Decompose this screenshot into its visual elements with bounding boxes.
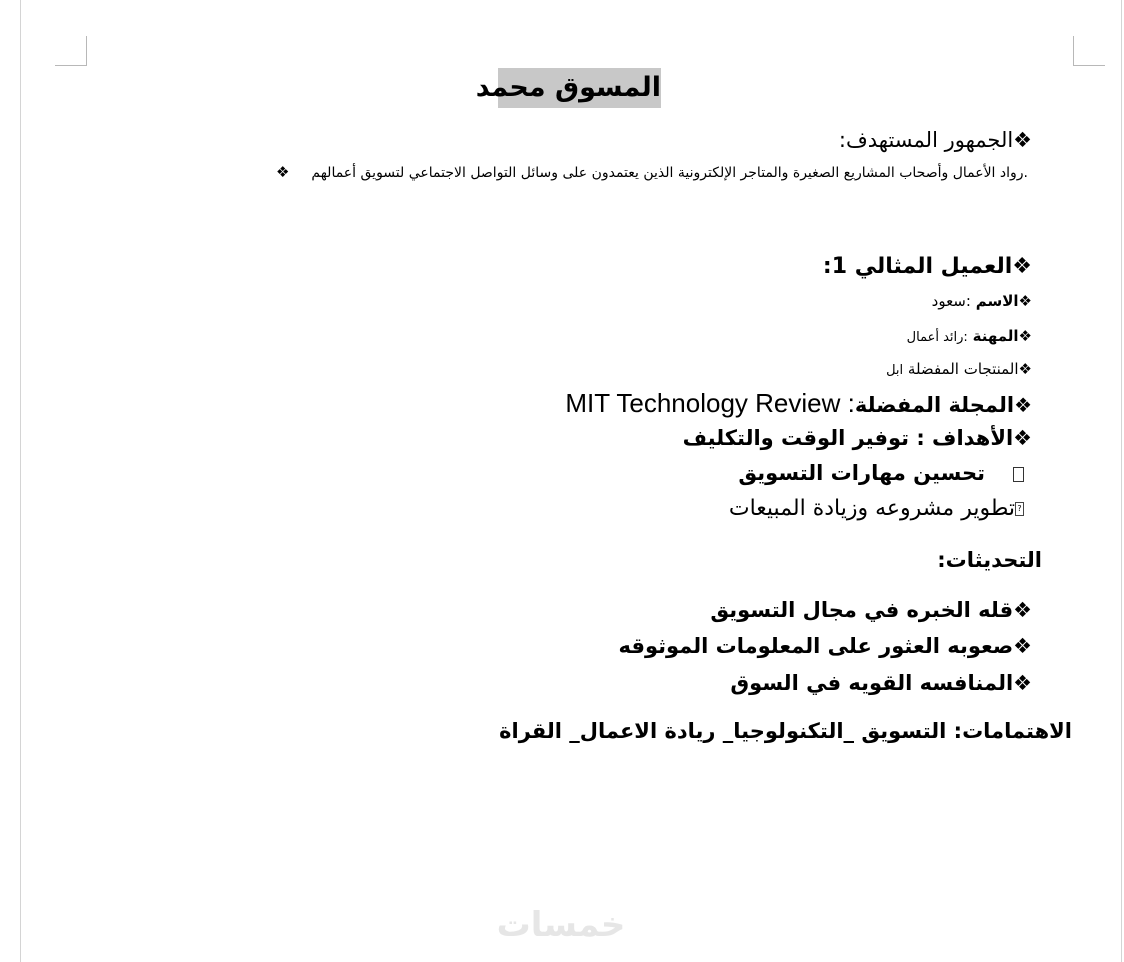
crop-mark-top-right-h	[1073, 65, 1105, 66]
goal-text: تحسين مهارات التسويق	[738, 461, 985, 485]
diamond-bullet-icon: ❖	[1013, 598, 1032, 622]
watermark-logo: خمسات	[496, 905, 626, 945]
persona-job-line	[907, 329, 1032, 344]
name-value: :سعود	[931, 292, 971, 310]
magazine-value: MIT Technology Review :	[565, 388, 855, 418]
diamond-bullet-icon: ❖	[1013, 671, 1032, 695]
audience-heading-line	[839, 130, 1032, 151]
page-left-edge	[20, 0, 21, 962]
challenges-heading: التحديثات:	[937, 548, 1042, 572]
challenge-text: المنافسه القويه في السوق	[730, 671, 1014, 695]
persona-heading-line	[823, 256, 1032, 278]
goals-value: : توفير الوقت والتكليف	[682, 426, 925, 450]
goal-item	[738, 463, 1024, 484]
diamond-bullet-icon: ❖	[1013, 426, 1032, 450]
persona-name-line	[932, 294, 1032, 309]
persona-heading: العميل المثالي 1:	[822, 254, 1013, 279]
persona-products-line	[886, 362, 1032, 377]
audience-heading: الجمهور المستهدف:	[838, 128, 1014, 152]
job-label: المهنة	[972, 327, 1019, 345]
magazine-label: المجلة المفضلة	[854, 393, 1015, 417]
diamond-bullet-icon: ❖	[1012, 254, 1032, 279]
persona-goals-line	[683, 428, 1032, 449]
crop-mark-top-right	[1073, 36, 1074, 66]
challenge-item	[730, 673, 1032, 694]
challenge-text: قله الخبره في مجال التسويق	[710, 598, 1014, 622]
placeholder-box-icon: ?	[1015, 502, 1024, 516]
page-right-edge	[1121, 0, 1122, 962]
crop-mark-top-left-h	[55, 65, 87, 66]
name-label: الاسم	[975, 292, 1019, 310]
audience-description-line	[276, 165, 1028, 180]
crop-mark-top-left	[86, 36, 87, 66]
persona-magazine-line	[565, 390, 1032, 417]
goal-text: تطوير مشروعه وزيادة المبيعات	[728, 496, 1015, 521]
diamond-bullet-icon: ❖	[1018, 327, 1032, 345]
goal-item	[729, 498, 1024, 520]
diamond-bullet-icon: ❖	[1014, 393, 1032, 417]
products-label: المنتجات المفضلة	[907, 360, 1019, 378]
diamond-bullet-icon: ❖	[275, 163, 290, 181]
diamond-bullet-icon: ❖	[1018, 292, 1032, 310]
diamond-bullet-icon: ❖	[1013, 634, 1032, 658]
empty-box-icon	[1013, 467, 1024, 482]
diamond-bullet-icon: ❖	[1013, 128, 1032, 152]
challenge-item	[618, 636, 1032, 657]
audience-description: .رواد الأعمال وأصحاب المشاريع الصغيرة والمتاجر الإلكترونية الذين يعتمدون على وسائل التواصل الاجتماعي لتسويق أعمالهم	[311, 165, 1028, 181]
goals-label: الأهداف	[932, 426, 1014, 450]
challenge-text: صعوبه العثور على المعلومات الموثوقه	[618, 634, 1014, 658]
interests-line: الاهتمامات: التسويق _التكنولوجيا_ ريادة الاعمال_ القراة	[499, 719, 1072, 743]
products-value: ابل	[886, 363, 904, 378]
job-value: :رائد أعمال	[906, 330, 968, 345]
document-title: المسوق محمد	[498, 68, 661, 108]
challenge-item	[710, 600, 1032, 621]
diamond-bullet-icon: ❖	[1018, 360, 1032, 378]
